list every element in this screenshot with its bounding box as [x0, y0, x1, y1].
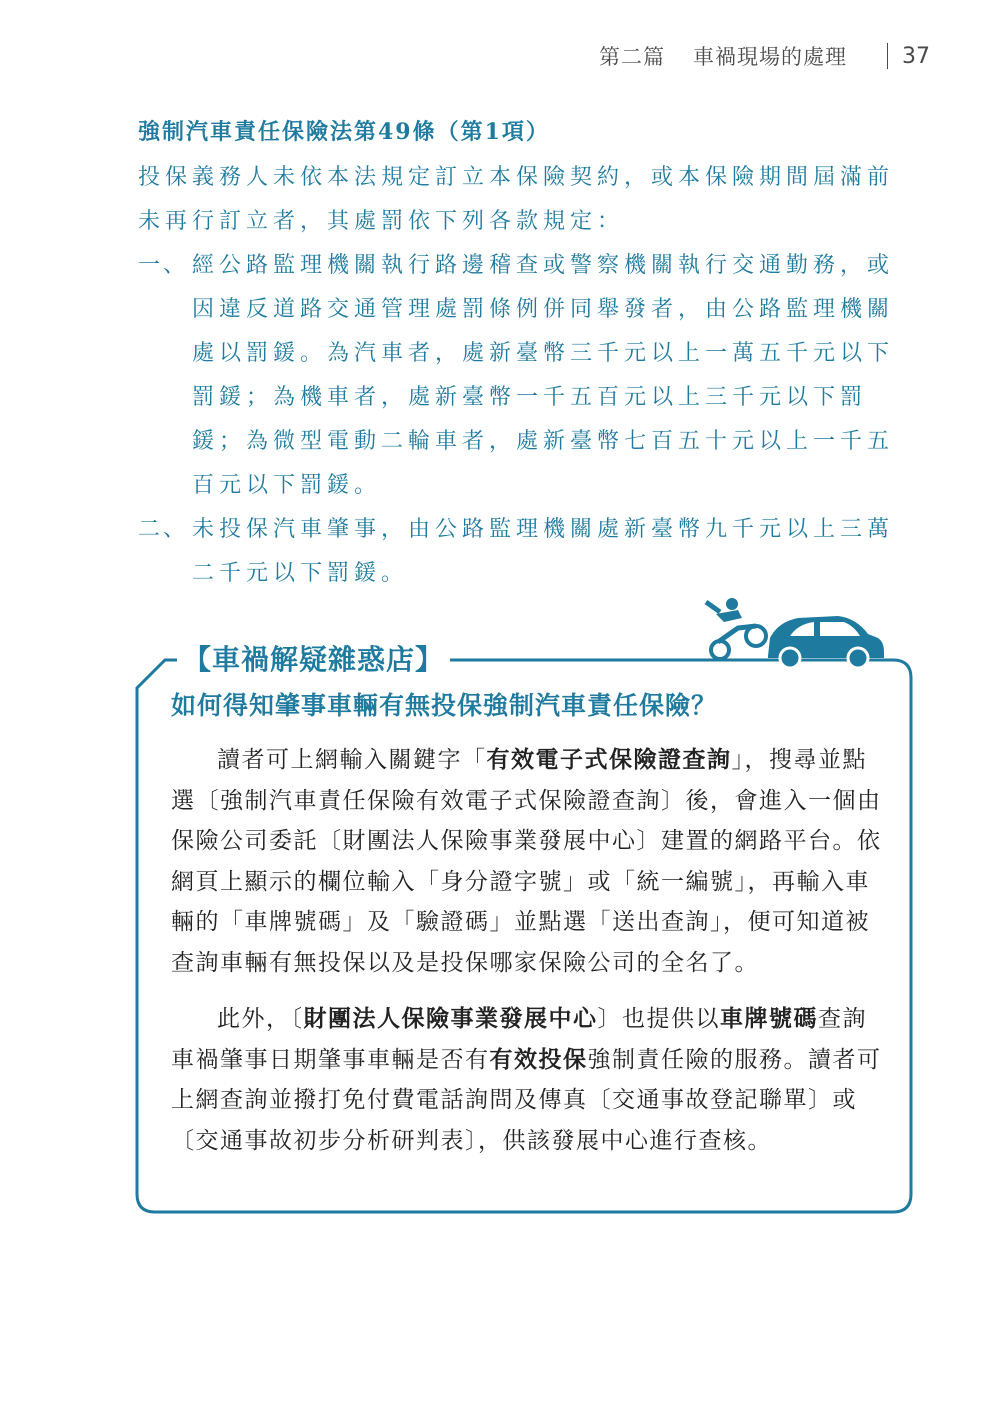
law-excerpt [138, 114, 918, 596]
answer-paragraph-2 [171, 999, 883, 1161]
qa-box [135, 643, 913, 1214]
text-run: 此外，〔 [217, 1006, 304, 1032]
law-title: 強制汽車責任保險法第49條（第1項） [138, 119, 550, 145]
page-header [599, 38, 930, 74]
header-divider [887, 43, 888, 69]
chapter-label: 第二篇 [599, 45, 665, 69]
clause-number: 一、 [138, 253, 189, 278]
clause-number: 二、 [138, 517, 189, 542]
bold-keyword: 有效電子式保險證查詢 [486, 747, 732, 773]
text-run: 查詢車禍肇事日期肇事車輛是否有 [171, 1006, 867, 1073]
text-run: 〕也提供以 [597, 1006, 720, 1032]
clause-text: 經公路監理機關執行路邊稽查或警察機關執行交通勤務，或因違反道路交通管理處罰條例併同舉發者，由公路監理機關處以罰鍰。為汽車者，處新臺幣三千元以上一萬五千元以下罰鍰；為機車者，處新臺幣一千五百元以上三千元以下罰鍰；為微型電動二輪車者，處新臺幣七百五十元以上一千五百元以下罰鍰。 [192, 253, 895, 498]
bold-keyword: 有效投保 [489, 1046, 588, 1073]
law-intro: 投保義務人未依本法規定訂立本保險契約，或本保險期間屆滿前未再行訂立者，其處罰依下列各款規定： [138, 165, 895, 234]
qa-question: 如何得知肇事車輛有無投保強制汽車責任保險？ [171, 691, 718, 720]
text-run: 」，搜尋並點選〔強制汽車責任保險有效電子式保險證查詢〕後，會進入一個由保險公司委託〔財團法人保險事業發展中心〕建置的網路平台。依網頁上顯示的欄位輸入「身分證字號」或「統一編號」，再輸入車輛的「車牌號碼」及「驗證碼」並點選「送出查詢」，便可知道被查詢車輛有無投保以及是投保哪家保險公司的全名了。 [171, 747, 882, 976]
text-run: 強制責任險的服務。讀者可上網查詢並撥打免付費電話詢問及傳真〔交通事故登記聯單〕或〔交通事故初步分析研判表〕，供該發展中心進行查核。 [171, 1046, 882, 1154]
law-clause-1 [138, 244, 918, 508]
answer-paragraph-1 [171, 740, 883, 983]
page-number: 37 [902, 43, 930, 69]
bold-keyword: 財團法人保險事業發展中心 [303, 1006, 598, 1032]
clause-text: 未投保汽車肇事，由公路監理機關處新臺幣九千元以上三萬二千元以下罰鍰。 [192, 517, 895, 586]
crash-illustration-icon [698, 598, 888, 670]
chapter-title: 車禍現場的處理 [693, 45, 847, 69]
text-run: 讀者可上網輸入關鍵字「 [217, 747, 487, 773]
qa-box-title: 【車禍解疑雜惑店】 [177, 638, 450, 678]
bold-keyword: 車牌號碼 [720, 1006, 818, 1032]
qa-answer [171, 740, 883, 1161]
law-clause-2 [138, 508, 918, 596]
